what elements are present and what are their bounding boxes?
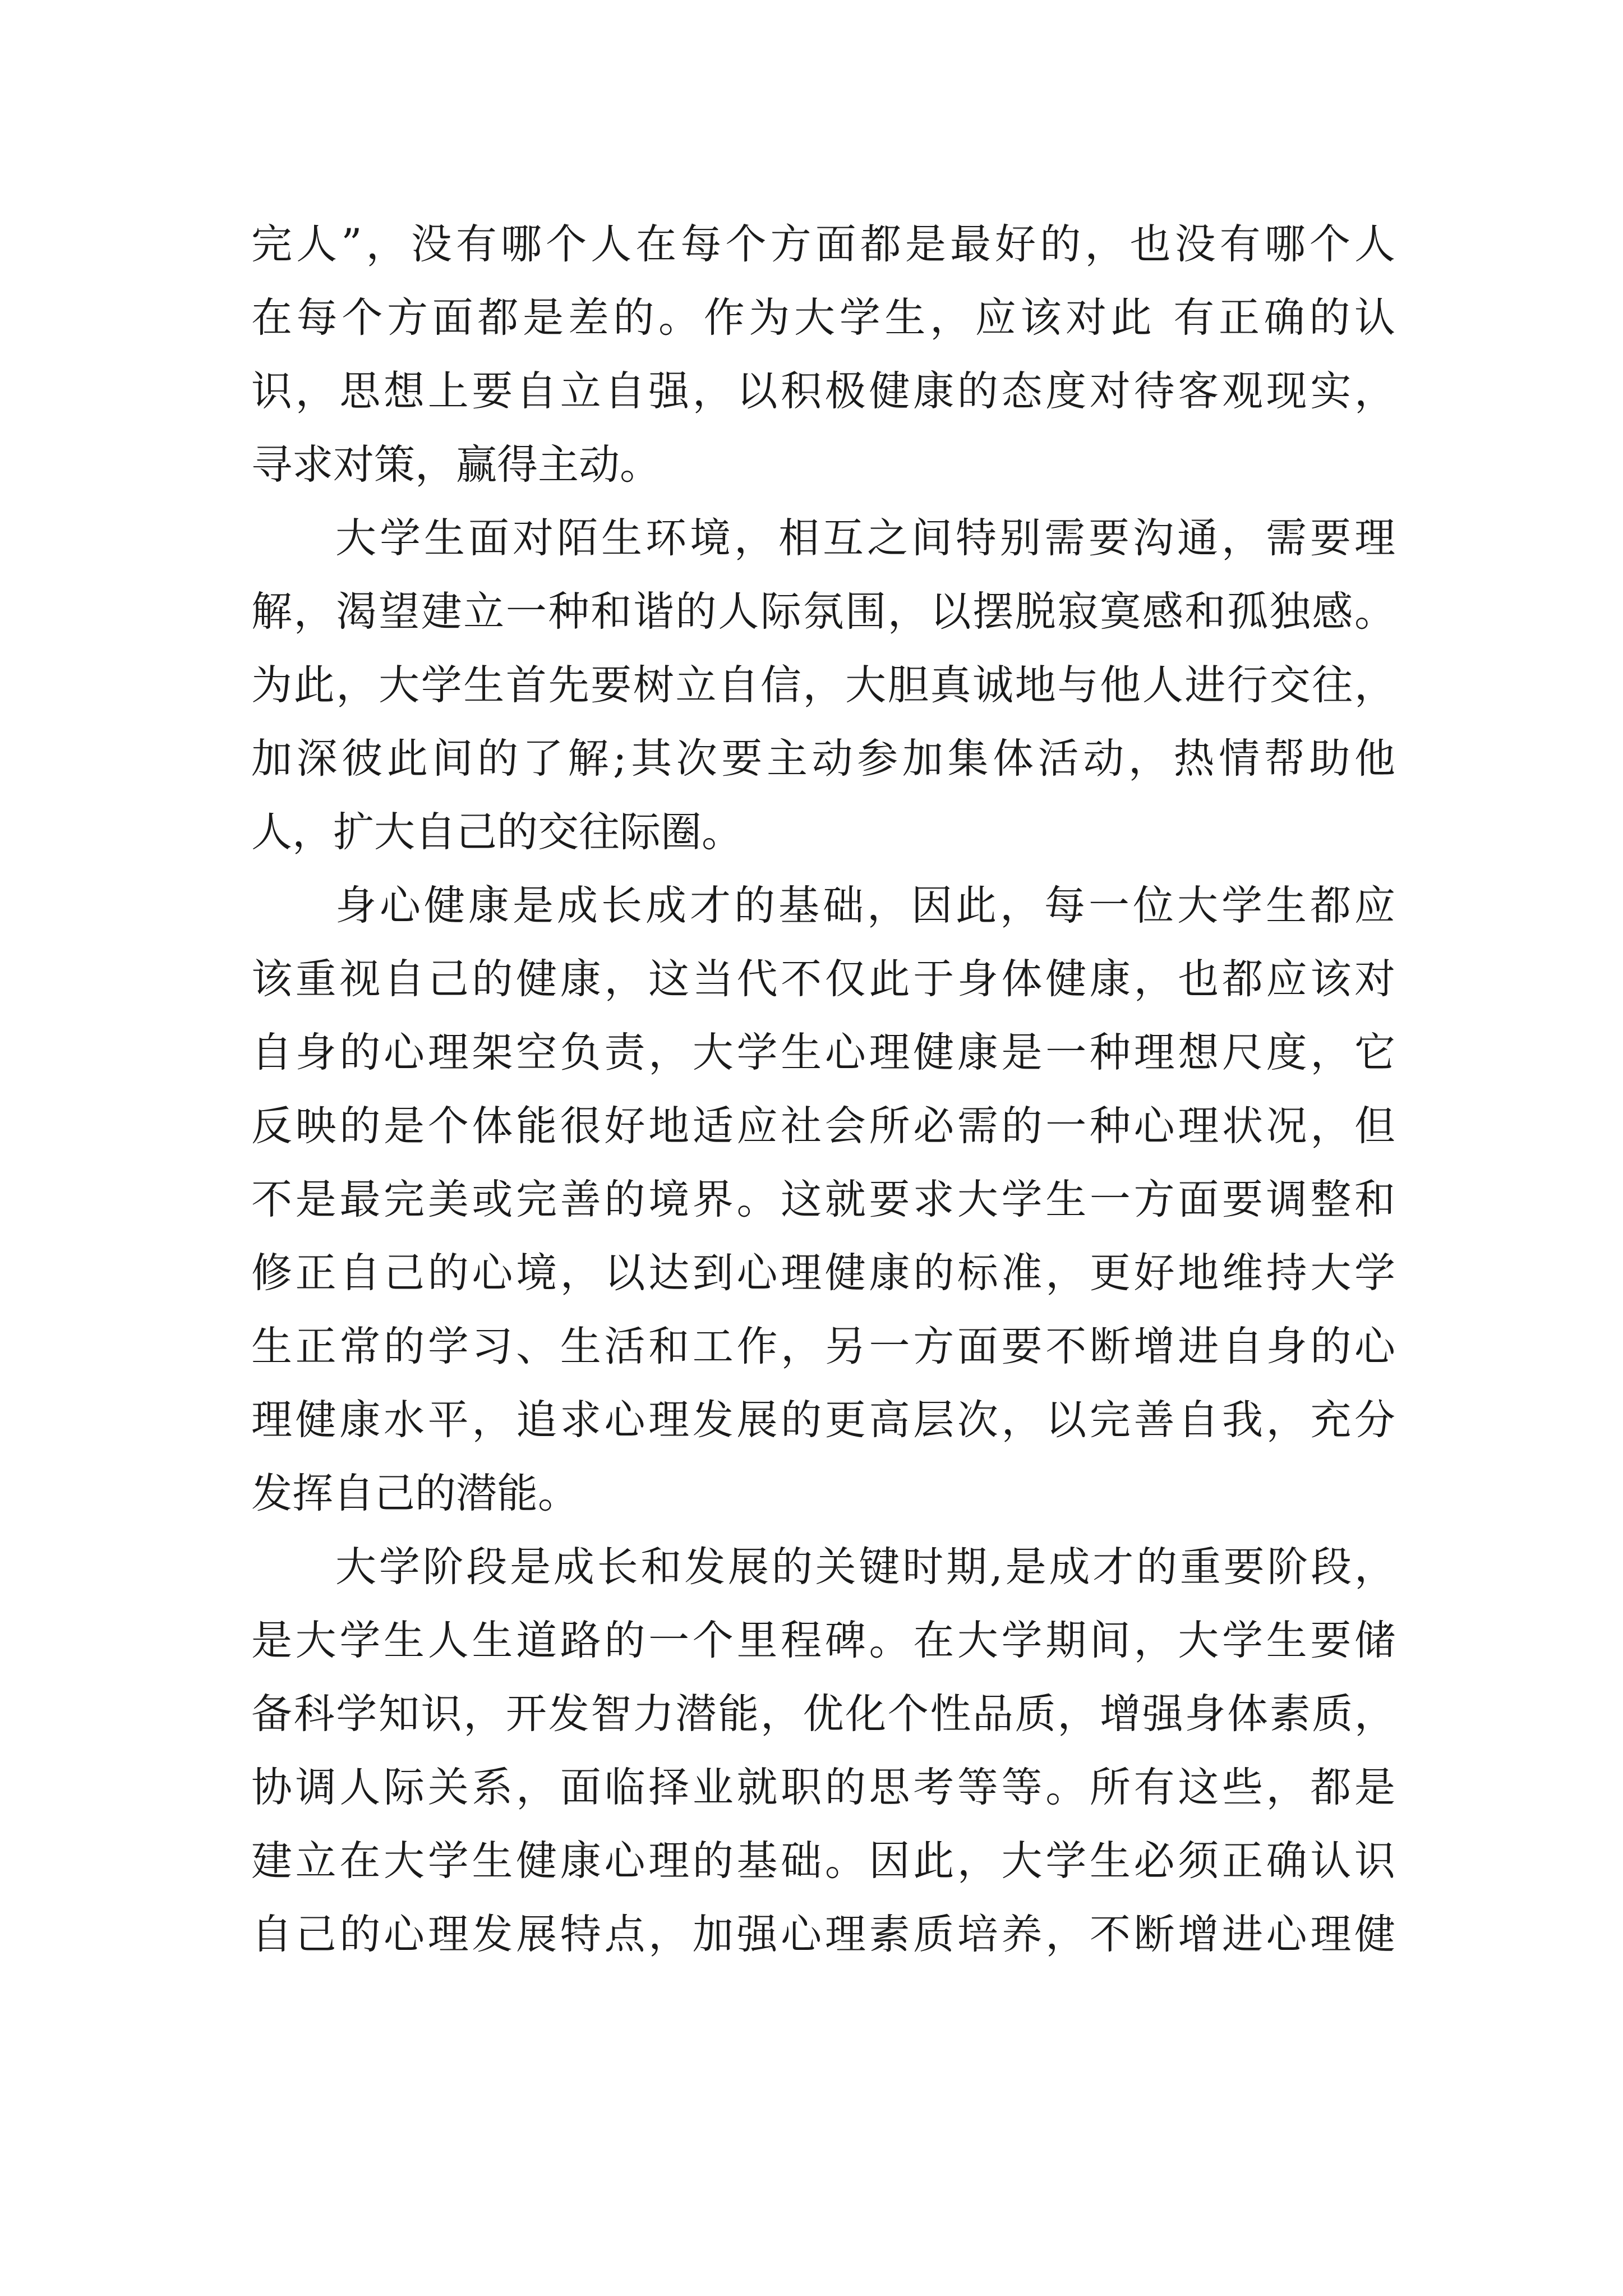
paragraph-3 xyxy=(251,869,1395,1530)
text-line: 发挥自己的潜能。 xyxy=(251,1470,579,1517)
text-line: 身心健康是成长成才的基础，因此，每一位大学生都应 xyxy=(335,882,1395,930)
body-text xyxy=(251,208,1395,1971)
text-line: 完人”，没有哪个人在每个方面都是最好的，也没有哪个人 xyxy=(251,220,1395,268)
text-line: 不是最完美或完善的境界。这就要求大学生一方面要调整和 xyxy=(251,1176,1395,1223)
text-line: 加深彼此间的了解;其次要主动参加集体活动，热情帮助他 xyxy=(251,735,1395,783)
text-line: 备科学知识，开发智力潜能，优化个性品质，增强身体素质， xyxy=(251,1690,1395,1738)
text-line: 人，扩大自己的交往际圈。 xyxy=(251,808,743,856)
text-line: 是大学生人生道路的一个里程碑。在大学期间，大学生要储 xyxy=(251,1617,1395,1664)
text-line: 协调人际关系，面临择业就职的思考等等。所有这些，都是 xyxy=(251,1764,1395,1811)
text-line: 自己的心理发展特点，加强心理素质培养，不断增进心理健 xyxy=(251,1911,1395,1958)
text-line: 为此，大学生首先要树立自信，大胆真诚地与他人进行交往， xyxy=(251,661,1395,709)
text-line: 修正自己的心境，以达到心理健康的标准，更好地维持大学 xyxy=(251,1249,1395,1297)
text-line: 反映的是个体能很好地适应社会所必需的一种心理状况，但 xyxy=(251,1102,1395,1150)
text-line: 在每个方面都是差的。作为大学生，应该对此 有正确的认 xyxy=(251,294,1395,342)
text-line: 寻求对策，赢得主动。 xyxy=(251,441,661,489)
text-line: 识，思想上要自立自强，以积极健康的态度对待客观现实， xyxy=(251,367,1395,415)
text-line: 解，渴望建立一种和谐的人际氛围，以摆脱寂寞感和孤独感。 xyxy=(251,588,1395,636)
text-line: 大学生面对陌生环境，相互之间特别需要沟通，需要理 xyxy=(335,514,1395,562)
paragraph-2 xyxy=(251,501,1395,869)
text-line: 建立在大学生健康心理的基础。因此，大学生必须正确认识 xyxy=(251,1837,1395,1885)
text-line: 自身的心理架空负责，大学生心理健康是一种理想尺度，它 xyxy=(251,1029,1395,1076)
paragraph-4 xyxy=(251,1530,1395,1971)
text-line: 该重视自己的健康，这当代不仅此于身体健康，也都应该对 xyxy=(251,955,1395,1003)
text-line: 生正常的学习、生活和工作，另一方面要不断增进自身的心 xyxy=(251,1323,1395,1370)
paragraph-1 xyxy=(251,208,1395,501)
text-line: 大学阶段是成长和发展的关键时期,是成才的重要阶段， xyxy=(335,1543,1395,1591)
text-line: 理健康水平，追求心理发展的更高层次，以完善自我，充分 xyxy=(251,1396,1395,1444)
